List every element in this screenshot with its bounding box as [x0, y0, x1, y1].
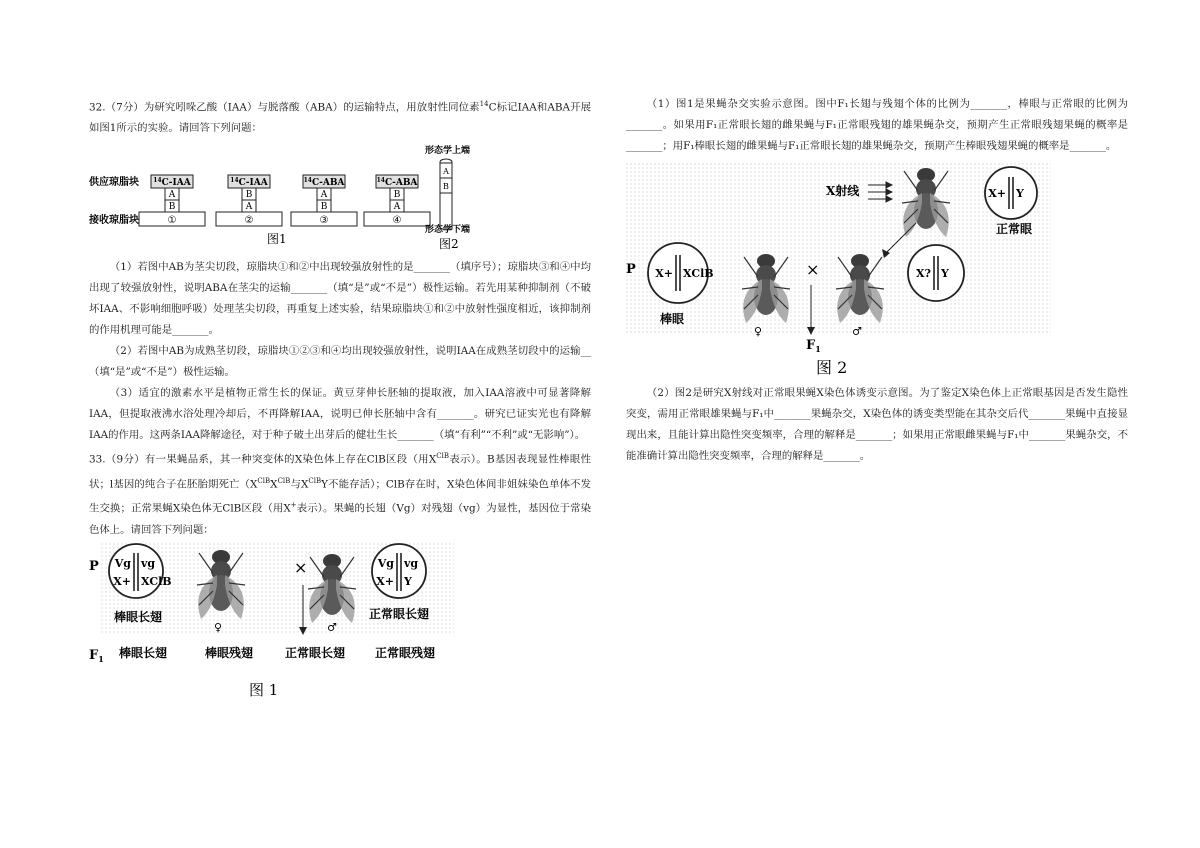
donor-block-label: $^{14}$C-IAA	[230, 177, 268, 189]
gene-x-plus: X+	[988, 187, 1006, 200]
q32-part-3: （3）适宜的激素水平是植物正常生长的保证。黄豆芽伸长胚轴的提取液，加入IAA溶液中可显著降解IAA，但提取液沸水浴处理冷却后，不再降解IAA，说明已伸长胚轴中含有_______。研究已证实光也有降解IAA的作用。这两条IAA降解途径，对于种子破土出芽后的健壮生长_______（填“有利”“不利”或“无影响”）。	[89, 387, 591, 442]
offspring-2: 棒眼残翅	[205, 645, 254, 660]
male-symbol: ♂	[327, 620, 337, 634]
agar-block-diagram	[89, 143, 591, 257]
stem-seg-b: B	[443, 182, 449, 192]
segment-bottom: B	[168, 202, 176, 213]
gene-y: Y	[941, 267, 949, 280]
figure-1-caption: 图1	[267, 232, 287, 247]
f1-generation-label: $F_1$	[806, 338, 821, 354]
receiver-number: ③	[319, 215, 329, 227]
gene-y: Y	[404, 574, 412, 588]
agar-set-4	[364, 175, 430, 226]
segment-bottom: A	[245, 202, 253, 213]
female-fly-image	[197, 550, 245, 619]
f1-generation-label: $F_1$	[89, 647, 104, 664]
gene-x-plus: X+	[113, 574, 131, 588]
p-generation-label: P	[626, 262, 636, 277]
agar-set-3	[291, 175, 357, 226]
female-phenotype: 棒眼	[660, 312, 685, 326]
female-symbol: ♀	[754, 325, 763, 338]
q32-figure	[89, 143, 591, 257]
receiver-number: ④	[392, 215, 402, 227]
cross-symbol: ×	[294, 557, 308, 577]
gene-x-plus: X+	[376, 574, 394, 588]
q32-part-1: （1）若图中AB为茎尖切段，琼脂块①和②中出现较强放射性的是_______（填序号）；琼脂块③和④中均出现了较强放射性，说明ABA在茎尖的运输_______（填“是”或“不是”）极性运输。若先用某种抑制剂（不破坏IAA、不影响细胞呼吸）处理茎尖切段，再重复上述实验，结果琼脂块①和②中放射性强度相近，该抑制剂的作用机理可能是_______。	[89, 261, 591, 337]
offspring-3: 正常眼长翅	[285, 645, 346, 660]
segment-top: A	[320, 190, 328, 201]
gene-y: Y	[1016, 187, 1024, 200]
agar-set-2	[216, 175, 282, 226]
offspring-1: 棒眼长翅	[119, 645, 168, 660]
figure-2-caption: 图2	[439, 237, 459, 252]
gene-vg-rec: vg	[404, 556, 419, 570]
gene-x-mut: X?	[916, 267, 931, 280]
male-fly-image	[836, 254, 884, 323]
right-column	[626, 94, 1128, 467]
p-generation-label: P	[89, 558, 99, 574]
segment-top: A	[168, 190, 176, 201]
xray-mutation-diagram	[626, 163, 1128, 383]
male-fly-image	[308, 554, 356, 623]
q33-cross-figure	[89, 543, 591, 713]
gene-x-plus: X+	[655, 267, 673, 280]
donor-block-label: $^{14}$C-ABA	[376, 177, 418, 189]
q33-part-1: （1）图1是果蝇杂交实验示意图。图中F₁长翅与残翅个体的比例为_______，棒眼与正常眼的比例为_______。如果用F₁正常眼长翅的雌果蝇与F₁正常眼残翅的雄果蝇杂交，预期产生正常眼残翅果蝇的概率是_______；用F₁棒眼长翅的雌果蝇与F₁正常眼长翅的雄果蝇杂交，预期产生棒眼残翅果蝇的概率是_______。	[626, 98, 1128, 152]
segment-top: B	[393, 190, 401, 201]
q33-mutagenesis-figure	[626, 163, 1128, 383]
gene-vg-dom: Vg	[377, 556, 394, 570]
xray-arrows	[868, 182, 892, 202]
fly-cross-diagram	[89, 543, 591, 713]
male-genotype-circle	[908, 245, 964, 301]
q33-figure-caption: 图 1	[249, 680, 279, 699]
segment-bottom: A	[393, 202, 401, 213]
male-symbol: ♂	[852, 325, 862, 338]
irradiated-male-fly	[902, 168, 950, 237]
gene-x-clb: XClB	[683, 267, 714, 280]
gene-vg-rec: vg	[141, 556, 156, 570]
segment-top: B	[245, 190, 253, 201]
receiver-number: ①	[167, 215, 177, 227]
receiver-number: ②	[244, 215, 254, 227]
receiver-label: 接收琼脂块	[89, 215, 139, 227]
morph-bottom-label: 形态学下端	[425, 225, 471, 236]
offspring-4: 正常眼残翅	[375, 645, 436, 660]
male-phenotype: 正常眼长翅	[369, 606, 430, 621]
top-male-phenotype: 正常眼	[996, 222, 1033, 236]
stem-segment-diagram	[425, 144, 470, 251]
female-fly-image	[742, 254, 790, 323]
xray-label: X射线	[826, 184, 860, 198]
female-phenotype: 棒眼长翅	[114, 609, 163, 624]
q33-part-2: （2）图2是研究X射线对正常眼果蝇X染色体诱变示意图。为了鉴定X染色体上正常眼基因是否发生隐性突变，需用正常眼雄果蝇与F₁中_______果蝇杂交，X染色体的诱变类型能在其杂交后代_______果蝇中直接显现出来，且能计算出隐性突变频率，合理的解释是_______；如果用正常眼雌果蝇与F₁中_______果蝇杂交，不能准确计算出隐性突变频率，合理的解释是_______。	[626, 387, 1128, 462]
cross-symbol: ×	[806, 260, 820, 279]
gene-x-clb: XClB	[141, 574, 172, 588]
figure-2-caption: 图 2	[816, 358, 848, 377]
left-column	[89, 94, 591, 713]
female-symbol: ♀	[214, 620, 223, 634]
stem-seg-a: A	[443, 167, 449, 177]
gene-vg-dom: Vg	[114, 556, 131, 570]
top-male-genotype-circle	[985, 167, 1037, 219]
donor-block-label: $^{14}$C-ABA	[303, 177, 345, 189]
q32-part-2: （2）若图中AB为成熟茎切段，琼脂块①②③和④均出现较强放射性，说明IAA在成熟茎切段中的运输__（填“是”或“不是”）极性运输。	[89, 345, 591, 379]
male-genotype-circle	[372, 544, 426, 598]
donor-label: 供应琼脂块	[89, 177, 139, 189]
morph-top-label: 形态学上端	[425, 146, 471, 157]
agar-set-1	[139, 175, 205, 226]
segment-bottom: B	[320, 202, 328, 213]
q32-stem: 32.（7分）为研究吲哚乙酸（IAA）与脱落酸（ABA）的运输特点，用放射性同位素$^{14}$C标记IAA和ABA开展如图1所示的实验。请回答下列问题：	[89, 100, 591, 135]
q33-stem: 33.（9分）有一果蝇品系，其一种突变体的X染色体上存在ClB区段（用$X^{ClB}$表示）。B基因表现显性棒眼性状；l基因的纯合子在胚胎期死亡（$X^{ClB}X^{ClB}$与$X^{ClB}Y$不能存活）；ClB存在时，X染色体间非姐妹染色单体不发生交换；正常果蝇X染色体无ClB区段（用X+表示）。果蝇的长翅（Vg）对残翅（vg）为显性，基因位于常染色体上。请回答下列问题：	[89, 452, 591, 536]
donor-block-label: $^{14}$C-IAA	[153, 177, 191, 189]
